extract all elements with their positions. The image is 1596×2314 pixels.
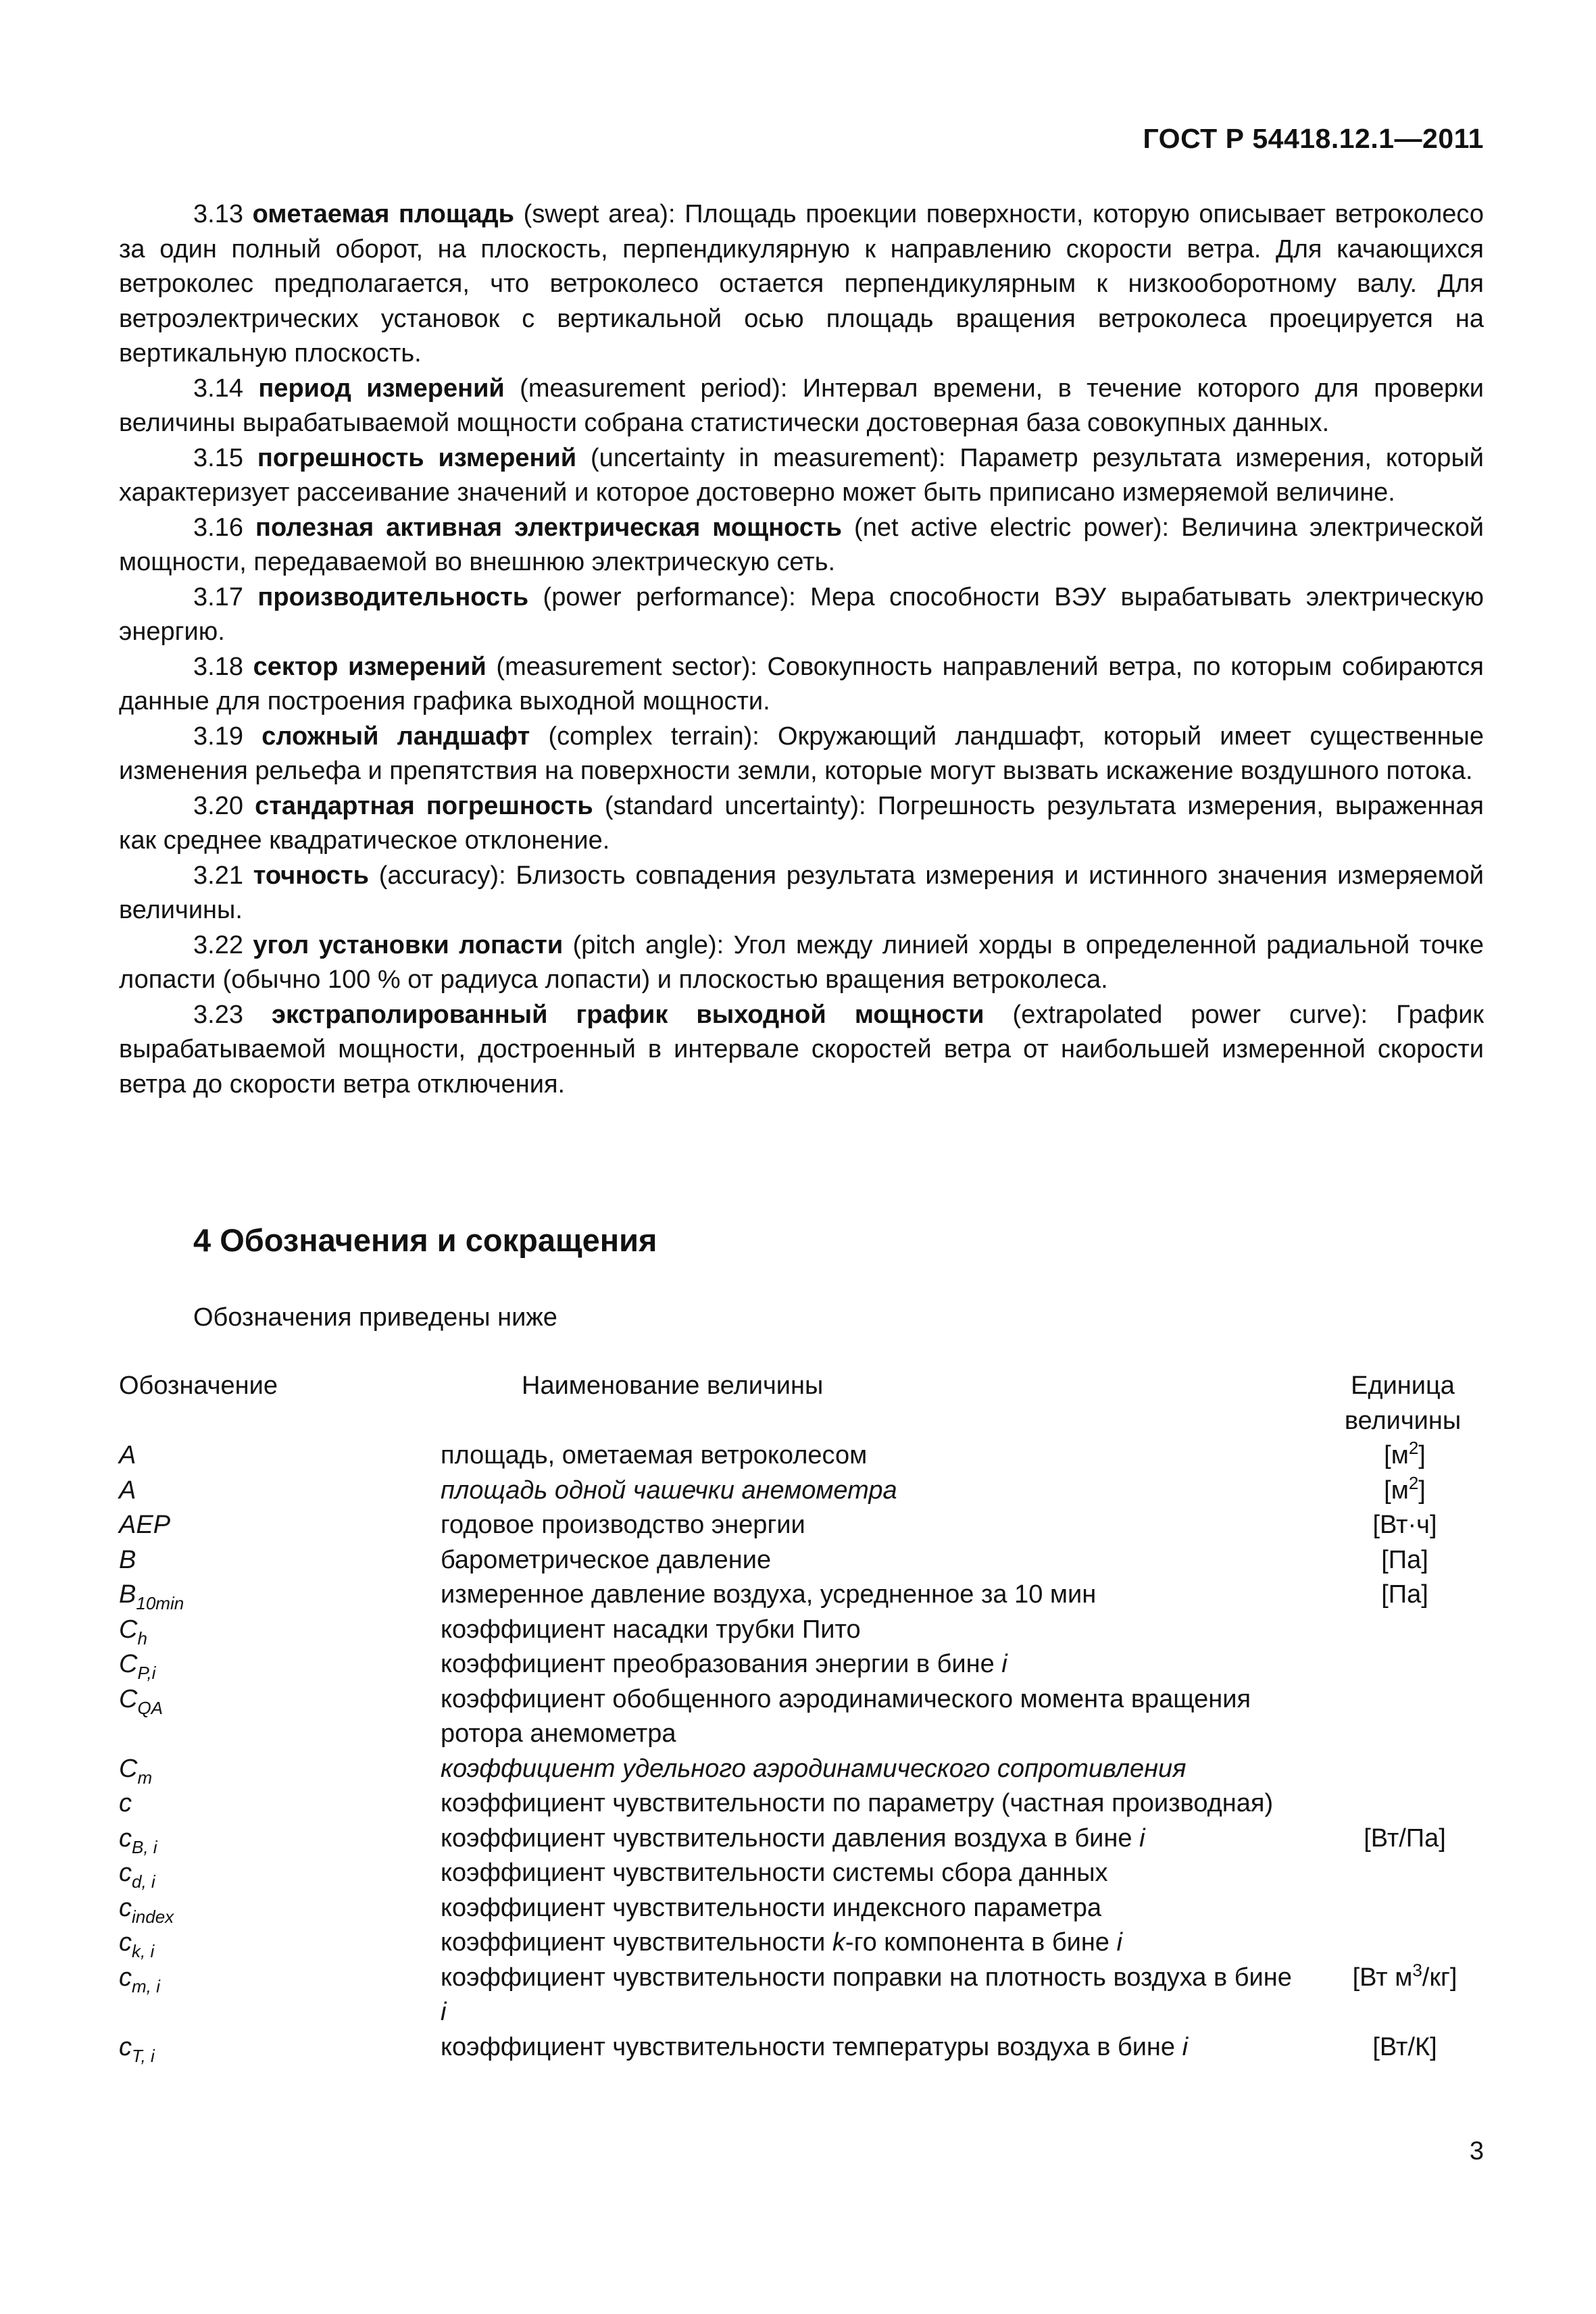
quantity-name-italic: k	[832, 1928, 845, 1957]
quantity-name-text: измеренное давление воздуха, усредненное за 10 мин	[441, 1580, 1097, 1609]
definition-text: (pitch angle): Угол между линией хорды в определенной радиальной точке лопасти (обычно 100 % от радиуса лопасти) и плоскостью вращения ветроколеса.	[119, 930, 1484, 994]
symbol-cell	[119, 1891, 441, 1926]
definition-text: (standard uncertainty): Погрешность результата измерения, выраженная как среднее квадратическое отклонение.	[119, 791, 1484, 855]
section-title: 4 Обозначения и сокращения	[193, 1222, 657, 1258]
section-intro: Обозначения приведены ниже	[193, 1303, 557, 1332]
definition-number: 3.16	[193, 513, 243, 542]
unit-text: [Вт/К]	[1372, 2032, 1437, 2061]
symbol-text: AEP	[119, 1511, 171, 1539]
quantity-name-text: коэффициент чувствительности по параметру (частная производная)	[441, 1789, 1274, 1817]
quantity-name-cell	[441, 1961, 1299, 2030]
definition-number: 3.13	[193, 200, 243, 228]
quantity-name-text: площадь одной чашечки анемометра	[441, 1476, 897, 1505]
definition-number: 3.17	[193, 582, 243, 611]
symbol-subscript: m, i	[132, 1976, 160, 1996]
symbol-text: c	[119, 1928, 132, 1957]
definition-term: погрешность измерений	[257, 443, 577, 472]
symbol-cell	[119, 1508, 441, 1543]
quantity-name-text: площадь, ометаемая ветроколесом	[441, 1441, 868, 1469]
quantity-name-text: коэффициент чувствительности индексного параметра	[441, 1893, 1101, 1922]
definition-text: (accuracy): Близость совпадения результата измерения и истинного значения измеряемой величины.	[119, 861, 1484, 924]
quantity-name-text: барометрическое давление	[441, 1545, 772, 1574]
definition-item	[119, 859, 1484, 928]
quantity-name-text: коэффициент чувствительности давления воздуха в бине	[441, 1823, 1140, 1853]
quantity-name-text: коэффициент преобразования энергии в бине	[441, 1650, 1002, 1678]
definition-item	[119, 998, 1484, 1103]
symbol-text: A	[119, 1476, 136, 1505]
symbol-subscript: 10min	[136, 1593, 184, 1613]
definition-term: период измерений	[258, 374, 505, 403]
unit-cell	[1299, 1508, 1484, 1543]
definition-number: 3.20	[193, 791, 243, 820]
column-header-name: Наименование величины	[522, 1372, 824, 1400]
table-row	[119, 1474, 1484, 1509]
definition-text: (power performance): Мера способности ВЭУ вырабатывать электрическую энергию.	[119, 582, 1484, 646]
table-body	[119, 1438, 1484, 2065]
unit-cell	[1299, 1821, 1484, 1857]
unit-text: [Вт/Па]	[1364, 1823, 1446, 1853]
definition-text: (measurement sector): Совокупность направлений ветра, по которым собираются данные для построения графика выходной мощности.	[119, 652, 1484, 715]
symbol-cell	[119, 1438, 441, 1474]
table-row	[119, 1786, 1484, 1821]
unit-text: [Па]	[1381, 1580, 1428, 1609]
table-row	[119, 1438, 1484, 1474]
definition-term: угол установки лопасти	[253, 930, 564, 959]
symbol-cell	[119, 1543, 441, 1578]
symbol-text: c	[119, 1823, 132, 1853]
quantity-name-cell	[441, 1682, 1299, 1752]
definition-item	[119, 372, 1484, 441]
symbol-subscript: QA	[137, 1697, 164, 1718]
definition-term: производительность	[257, 582, 529, 611]
symbol-text: B	[119, 1545, 136, 1574]
quantity-name-text: коэффициент чувствительности системы сбора данных	[441, 1859, 1108, 1887]
definitions-list	[119, 197, 1484, 1102]
definition-number: 3.15	[193, 443, 243, 472]
quantity-name-cell	[441, 1647, 1299, 1682]
symbol-subscript: B, i	[132, 1836, 157, 1857]
symbol-text: A	[119, 1441, 136, 1469]
quantity-name-text: коэффициент удельного аэродинамического сопротивления	[441, 1754, 1187, 1783]
column-header-unit-line2: величины	[1344, 1406, 1462, 1435]
definition-item	[119, 650, 1484, 720]
unit-superscript: 3	[1412, 1959, 1422, 1980]
definition-item	[119, 789, 1484, 859]
quantity-name-text: коэффициент насадки трубки Пито	[441, 1615, 861, 1644]
unit-text: /кг]	[1422, 1963, 1457, 1992]
unit-text: ]	[1418, 1476, 1426, 1505]
definition-item	[119, 197, 1484, 372]
quantity-name-italic: i	[441, 1998, 447, 2026]
unit-cell	[1299, 1578, 1484, 1613]
column-header-symbol: Обозначение	[119, 1372, 278, 1400]
definition-item	[119, 720, 1484, 789]
definition-text: (net active electric power): Величина электрической мощности, передаваемой во внешнюю электрическую сеть.	[119, 513, 1485, 576]
definition-term: стандартная погрешность	[255, 791, 593, 820]
symbol-cell	[119, 2030, 441, 2065]
symbol-subscript: h	[137, 1628, 147, 1649]
symbol-cell	[119, 1474, 441, 1509]
quantity-name-cell	[441, 1438, 1299, 1474]
symbol-text: c	[119, 1789, 132, 1817]
definition-text: (extrapolated power curve): График вырабатываемой мощности, достроенный в интервале скоростей ветра от наибольшей измеренной скорости ветра до скорости ветра отключения.	[119, 1000, 1484, 1099]
quantity-name-cell	[441, 1821, 1299, 1857]
quantity-name-cell	[441, 1856, 1299, 1891]
quantity-name-cell	[441, 2030, 1299, 2065]
table-row	[119, 1613, 1484, 1648]
symbol-text: c	[119, 1893, 132, 1922]
quantity-name-italic: i	[1139, 1823, 1145, 1853]
quantity-name-text: годовое производство энергии	[441, 1511, 805, 1539]
quantity-name-cell	[441, 1926, 1299, 1961]
symbol-cell	[119, 1821, 441, 1857]
definition-item	[119, 441, 1484, 511]
table-row	[119, 2030, 1484, 2065]
unit-text: [Па]	[1381, 1545, 1428, 1574]
quantity-name-text: коэффициент чувствительности температуры воздуха в бине	[441, 2032, 1182, 2061]
column-header-unit-line1: Единица	[1351, 1372, 1455, 1400]
page-number: 3	[1469, 2137, 1484, 2165]
table-row	[119, 1647, 1484, 1682]
quantity-name-cell	[441, 1508, 1299, 1543]
unit-text: [м	[1384, 1476, 1409, 1505]
quantity-name-text: коэффициент чувствительности	[441, 1928, 832, 1957]
unit-text: [Вт·ч]	[1372, 1511, 1437, 1539]
symbol-text: C	[119, 1650, 138, 1678]
symbol-subscript: P,i	[137, 1663, 156, 1683]
definition-text: (uncertainty in measurement): Параметр результата измерения, который характеризует рассеивание значений и которое достоверно может быть приписано измеряемой величине.	[119, 443, 1484, 507]
symbol-cell	[119, 1682, 441, 1717]
quantity-name-italic: i	[1001, 1650, 1007, 1678]
table-header	[119, 1369, 1484, 1438]
symbol-cell	[119, 1961, 441, 1996]
symbol-text: C	[119, 1684, 138, 1713]
quantity-name-cell	[441, 1613, 1299, 1648]
table-row	[119, 1682, 1484, 1752]
symbol-subscript: index	[132, 1906, 174, 1927]
symbol-subscript: k, i	[132, 1941, 155, 1961]
table-row	[119, 1578, 1484, 1613]
table-row	[119, 1752, 1484, 1787]
quantity-name-text: коэффициент чувствительности поправки на плотность воздуха в бине	[441, 1963, 1292, 1992]
quantity-name-italic: i	[1116, 1928, 1122, 1957]
quantity-name-text: коэффициент обобщенного аэродинамического момента вращения ротора анемометра	[441, 1684, 1251, 1748]
unit-cell	[1299, 2030, 1484, 2065]
unit-text: [Вт м	[1352, 1963, 1413, 1992]
symbol-text: C	[119, 1754, 138, 1783]
symbol-cell	[119, 1786, 441, 1821]
quantity-name-text: -го компонента в бине	[845, 1928, 1117, 1957]
definition-term: ометаемая площадь	[252, 200, 514, 228]
definition-text: (swept area): Площадь проекции поверхности, которую описывает ветроколесо за один полный оборот, на плоскость, перпендикулярную к направлению скорости ветра. Для качающихся ветроколес предполагается, что ветроколесо остается перпендикулярным к низкооборотному валу. Для ветроэлектрических установок с вертикальной осью площадь вращения ветроколеса проецируется на вертикальную плоскость.	[119, 200, 1484, 368]
unit-cell	[1299, 1961, 1484, 1996]
unit-cell	[1299, 1543, 1484, 1578]
quantity-name-cell	[441, 1891, 1299, 1926]
table-row	[119, 1821, 1484, 1857]
definition-number: 3.22	[193, 930, 243, 959]
document-header: ГОСТ Р 54418.12.1—2011	[1143, 123, 1484, 154]
definition-term: экстраполированный график выходной мощности	[272, 1000, 984, 1029]
symbol-cell	[119, 1613, 441, 1648]
symbol-text: c	[119, 2032, 132, 2061]
definition-text: (measurement period): Интервал времени, в течение которого для проверки величины вырабатываемой мощности собрана статистически достоверная база совокупных данных.	[119, 374, 1484, 437]
symbol-text: c	[119, 1859, 132, 1887]
quantity-name-cell	[441, 1752, 1299, 1787]
table-row	[119, 1891, 1484, 1926]
symbol-text: c	[119, 1963, 132, 1992]
table-row	[119, 1926, 1484, 1961]
definition-item	[119, 511, 1484, 580]
symbol-cell	[119, 1752, 441, 1787]
definition-number: 3.19	[193, 722, 243, 751]
table-row	[119, 1543, 1484, 1578]
symbol-cell	[119, 1578, 441, 1613]
symbol-cell	[119, 1856, 441, 1891]
definition-term: точность	[253, 861, 369, 890]
symbol-text: C	[119, 1615, 138, 1644]
quantity-name-cell	[441, 1578, 1299, 1613]
quantity-name-cell	[441, 1474, 1299, 1509]
definition-item	[119, 580, 1484, 650]
table-row	[119, 1508, 1484, 1543]
column-header-unit	[1322, 1369, 1484, 1438]
definition-number: 3.23	[193, 1000, 243, 1029]
definition-text: (complex terrain): Окружающий ландшафт, который имеет существенные изменения рельефа и препятствия на поверхности земли, которые могут вызвать искажение воздушного потока.	[119, 722, 1485, 785]
table-row	[119, 1961, 1484, 2030]
symbols-table	[119, 1369, 1484, 2065]
symbol-subscript: т	[137, 1767, 153, 1788]
unit-text: ]	[1418, 1441, 1426, 1469]
definition-term: сектор измерений	[253, 652, 487, 681]
quantity-name-cell	[441, 1786, 1299, 1821]
table-row	[119, 1856, 1484, 1891]
quantity-name-italic: i	[1182, 2032, 1189, 2061]
definition-item	[119, 928, 1484, 998]
definition-term: полезная активная электрическая мощность	[255, 513, 842, 542]
definition-number: 3.18	[193, 652, 243, 681]
unit-cell	[1299, 1474, 1484, 1509]
symbol-subscript: d, i	[132, 1871, 155, 1892]
definition-number: 3.21	[193, 861, 243, 890]
unit-text: [м	[1384, 1441, 1409, 1469]
symbol-cell	[119, 1926, 441, 1961]
symbol-cell	[119, 1647, 441, 1682]
unit-superscript: 2	[1408, 1438, 1419, 1458]
definition-number: 3.14	[193, 374, 243, 403]
unit-superscript: 2	[1408, 1472, 1419, 1493]
quantity-name-cell	[441, 1543, 1299, 1578]
definition-term: сложный ландшафт	[261, 722, 530, 751]
unit-cell	[1299, 1438, 1484, 1474]
symbol-subscript: T, i	[132, 2045, 155, 2066]
symbol-text: B	[119, 1580, 136, 1609]
